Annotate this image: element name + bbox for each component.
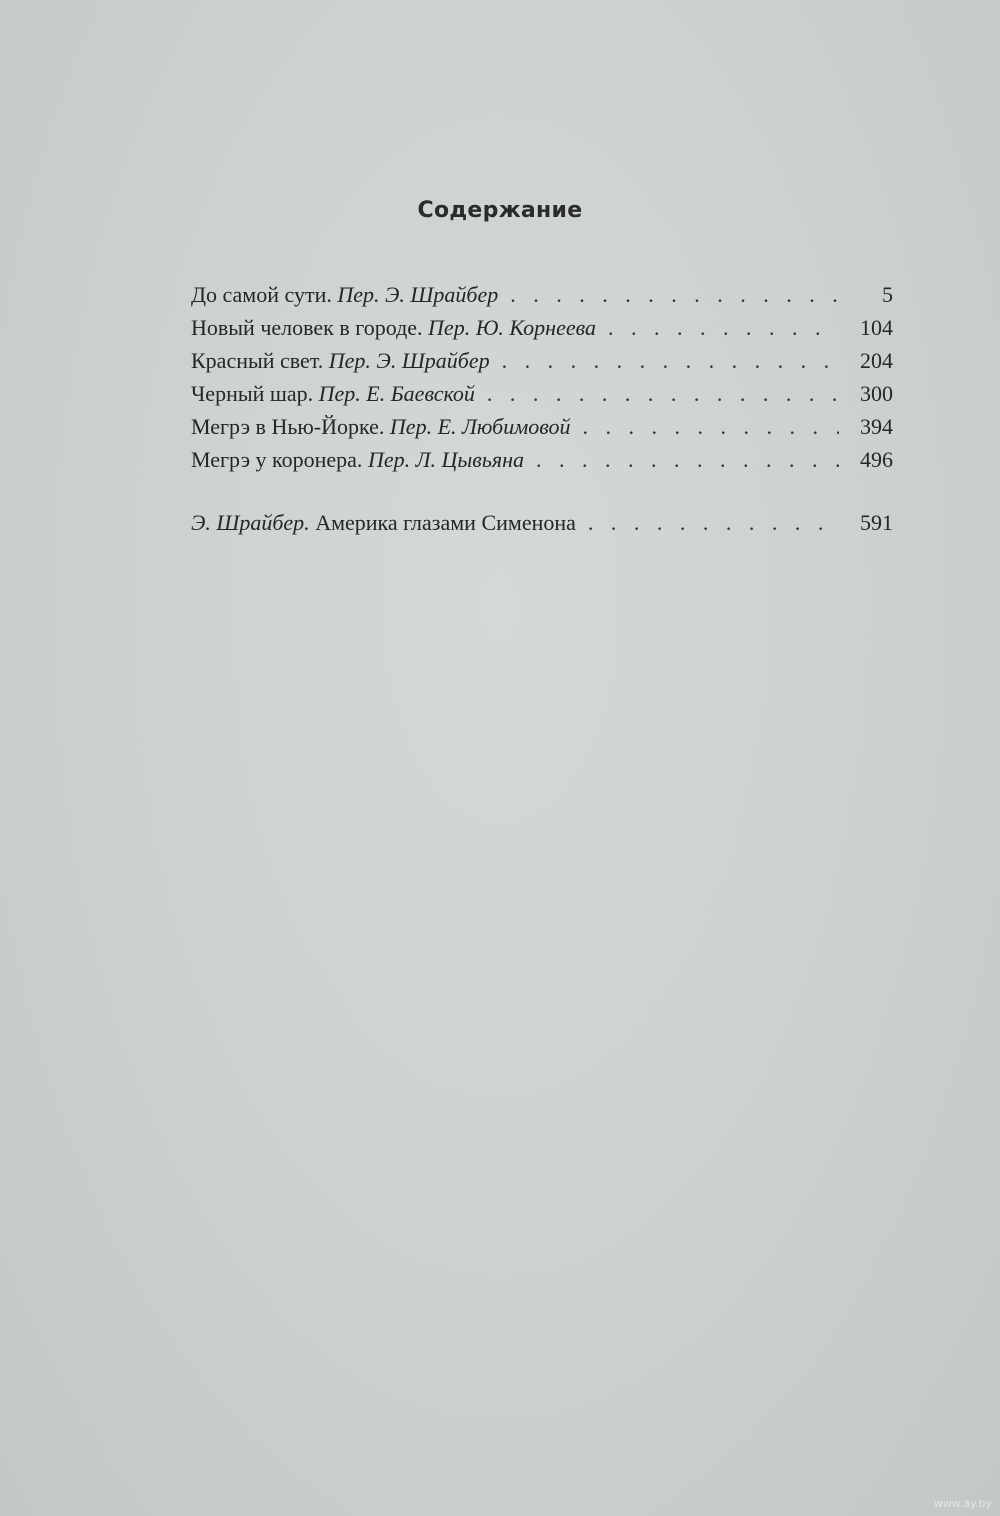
entry-title: Черный шар. <box>191 381 314 406</box>
entry-translator: Пер. Л. Цывьяна <box>367 447 524 472</box>
entry-title: Мегрэ у коронера. <box>191 447 363 472</box>
dot-leader <box>583 414 840 440</box>
page-title: Содержание <box>417 198 583 223</box>
entry-title: Красный свет. <box>191 348 324 373</box>
entry-translator: Пер. Э. Шрайбер <box>328 348 490 373</box>
table-of-contents <box>191 282 893 543</box>
entry-translator: Пер. Е. Баевской <box>318 381 475 406</box>
entry-translator: Пер. Ю. Корнеева <box>428 315 597 340</box>
watermark: www.ay.by <box>933 1497 992 1510</box>
afterword-page-number: 591 <box>860 510 893 535</box>
afterword-author: Э. Шрайбер. <box>191 510 310 535</box>
entry-page-number: 204 <box>860 348 893 373</box>
entry-title: Мегрэ в Нью-Йорке. <box>191 414 385 439</box>
afterword-title: Америка глазами Сименона <box>315 510 576 535</box>
toc-entry <box>191 282 893 315</box>
entry-page-number: 300 <box>860 381 893 406</box>
dot-leader <box>510 282 839 308</box>
toc-entry <box>191 348 893 381</box>
toc-entry <box>191 414 893 447</box>
dot-leader <box>502 348 839 374</box>
dot-leader <box>608 315 839 341</box>
entry-page-number: 394 <box>860 414 893 439</box>
dot-leader <box>536 447 839 473</box>
dot-leader <box>487 381 839 407</box>
toc-entry <box>191 381 893 414</box>
entry-translator: Пер. Е. Любимовой <box>389 414 571 439</box>
toc-afterword-entry <box>191 510 893 543</box>
entry-title: До самой сути. <box>191 282 332 307</box>
dot-leader <box>588 510 839 536</box>
toc-entry <box>191 447 893 480</box>
entry-title: Новый человек в городе. <box>191 315 423 340</box>
entry-page-number: 496 <box>860 447 893 472</box>
toc-entry <box>191 315 893 348</box>
entry-translator: Пер. Э. Шрайбер <box>337 282 499 307</box>
entry-page-number: 104 <box>860 315 893 340</box>
entry-page-number: 5 <box>882 282 893 307</box>
